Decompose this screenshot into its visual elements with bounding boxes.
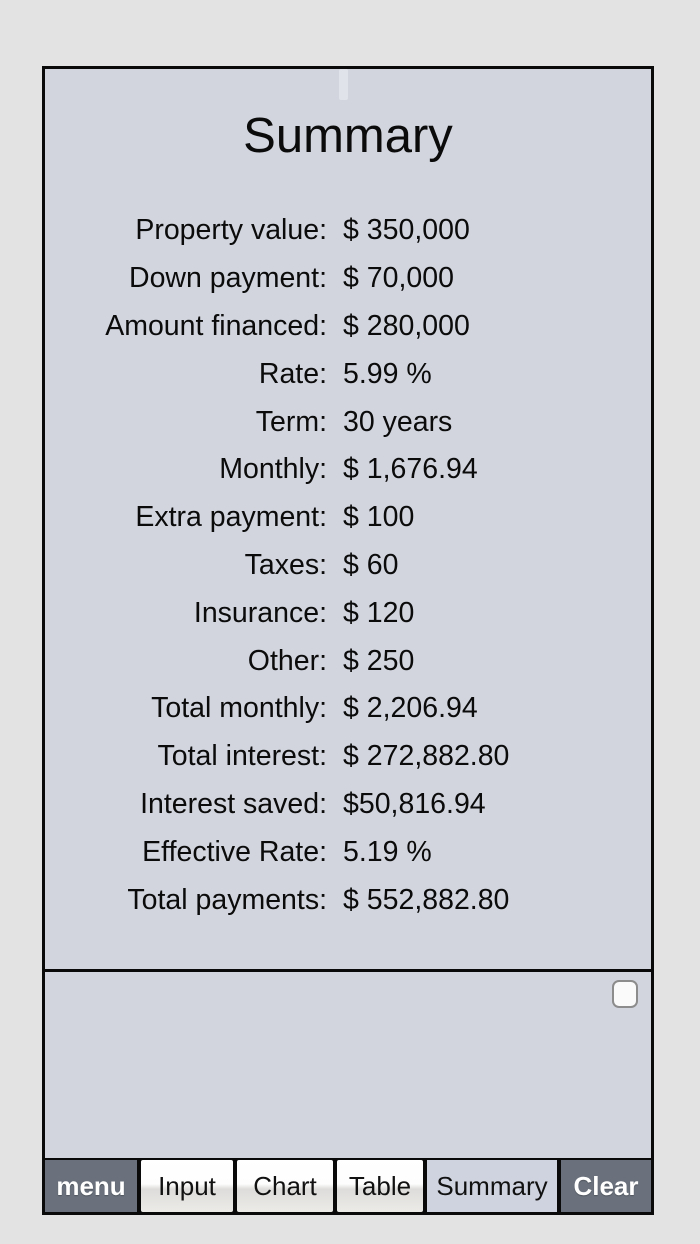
summary-row-value: 5.99 %: [343, 357, 432, 390]
summary-row: [45, 303, 651, 351]
summary-row-label: Extra payment:: [135, 501, 327, 534]
summary-rows: [45, 207, 651, 924]
lower-pane: [45, 972, 651, 1160]
summary-row-value: $ 350,000: [343, 214, 470, 247]
summary-row: [45, 494, 651, 542]
summary-row-label: Total payments:: [127, 883, 327, 916]
summary-row: [45, 733, 651, 781]
menu-button[interactable]: menu: [45, 1160, 137, 1212]
summary-row: [45, 255, 651, 303]
summary-row-label: Down payment:: [128, 262, 327, 295]
summary-row-label: Rate:: [258, 357, 327, 390]
summary-row: [45, 828, 651, 876]
summary-row: [45, 589, 651, 637]
summary-row-label: Insurance:: [193, 596, 327, 629]
summary-row: [45, 542, 651, 590]
summary-row-value: $ 552,882.80: [343, 883, 510, 916]
summary-row-value: $ 120: [343, 596, 415, 629]
summary-row-value: $ 250: [343, 644, 415, 677]
tab-chart[interactable]: Chart: [237, 1160, 333, 1212]
summary-row-label: Amount financed:: [105, 309, 327, 342]
summary-row-label: Taxes:: [244, 548, 327, 581]
summary-row-label: Term:: [255, 405, 327, 438]
summary-row-value: $ 60: [343, 548, 399, 581]
summary-row-value: $ 1,676.94: [343, 453, 478, 486]
tab-table[interactable]: Table: [337, 1160, 423, 1212]
summary-row: [45, 207, 651, 255]
summary-row-value: $ 280,000: [343, 309, 470, 342]
summary-row: [45, 781, 651, 829]
summary-row: [45, 398, 651, 446]
summary-row-label: Total monthly:: [151, 692, 327, 725]
summary-row-label: Total interest:: [157, 740, 327, 773]
summary-row: [45, 350, 651, 398]
scroll-indicator: [339, 69, 348, 100]
page-title: Summary: [243, 109, 453, 163]
summary-row-label: Interest saved:: [140, 787, 327, 820]
app-window: [42, 66, 654, 1215]
clear-button[interactable]: Clear: [561, 1160, 651, 1212]
summary-row-value: $ 272,882.80: [343, 740, 510, 773]
summary-pane: [45, 69, 651, 972]
bottom-toolbar: [45, 1160, 651, 1212]
tab-summary[interactable]: Summary: [427, 1160, 557, 1212]
summary-row-value: $50,816.94: [343, 787, 486, 820]
summary-row-label: Effective Rate:: [142, 835, 327, 868]
tab-input[interactable]: Input: [141, 1160, 233, 1212]
summary-row: [45, 876, 651, 924]
summary-row-label: Property value:: [135, 214, 327, 247]
summary-row-value: 30 years: [343, 405, 453, 438]
summary-row-value: $ 2,206.94: [343, 692, 478, 725]
summary-row-label: Monthly:: [219, 453, 327, 486]
summary-row-value: 5.19 %: [343, 835, 432, 868]
scrollbar-thumb[interactable]: [612, 980, 638, 1008]
summary-row: [45, 446, 651, 494]
summary-row-value: $ 70,000: [343, 262, 454, 295]
summary-row: [45, 685, 651, 733]
summary-row: [45, 637, 651, 685]
summary-row-value: $ 100: [343, 501, 415, 534]
summary-row-label: Other:: [247, 644, 327, 677]
